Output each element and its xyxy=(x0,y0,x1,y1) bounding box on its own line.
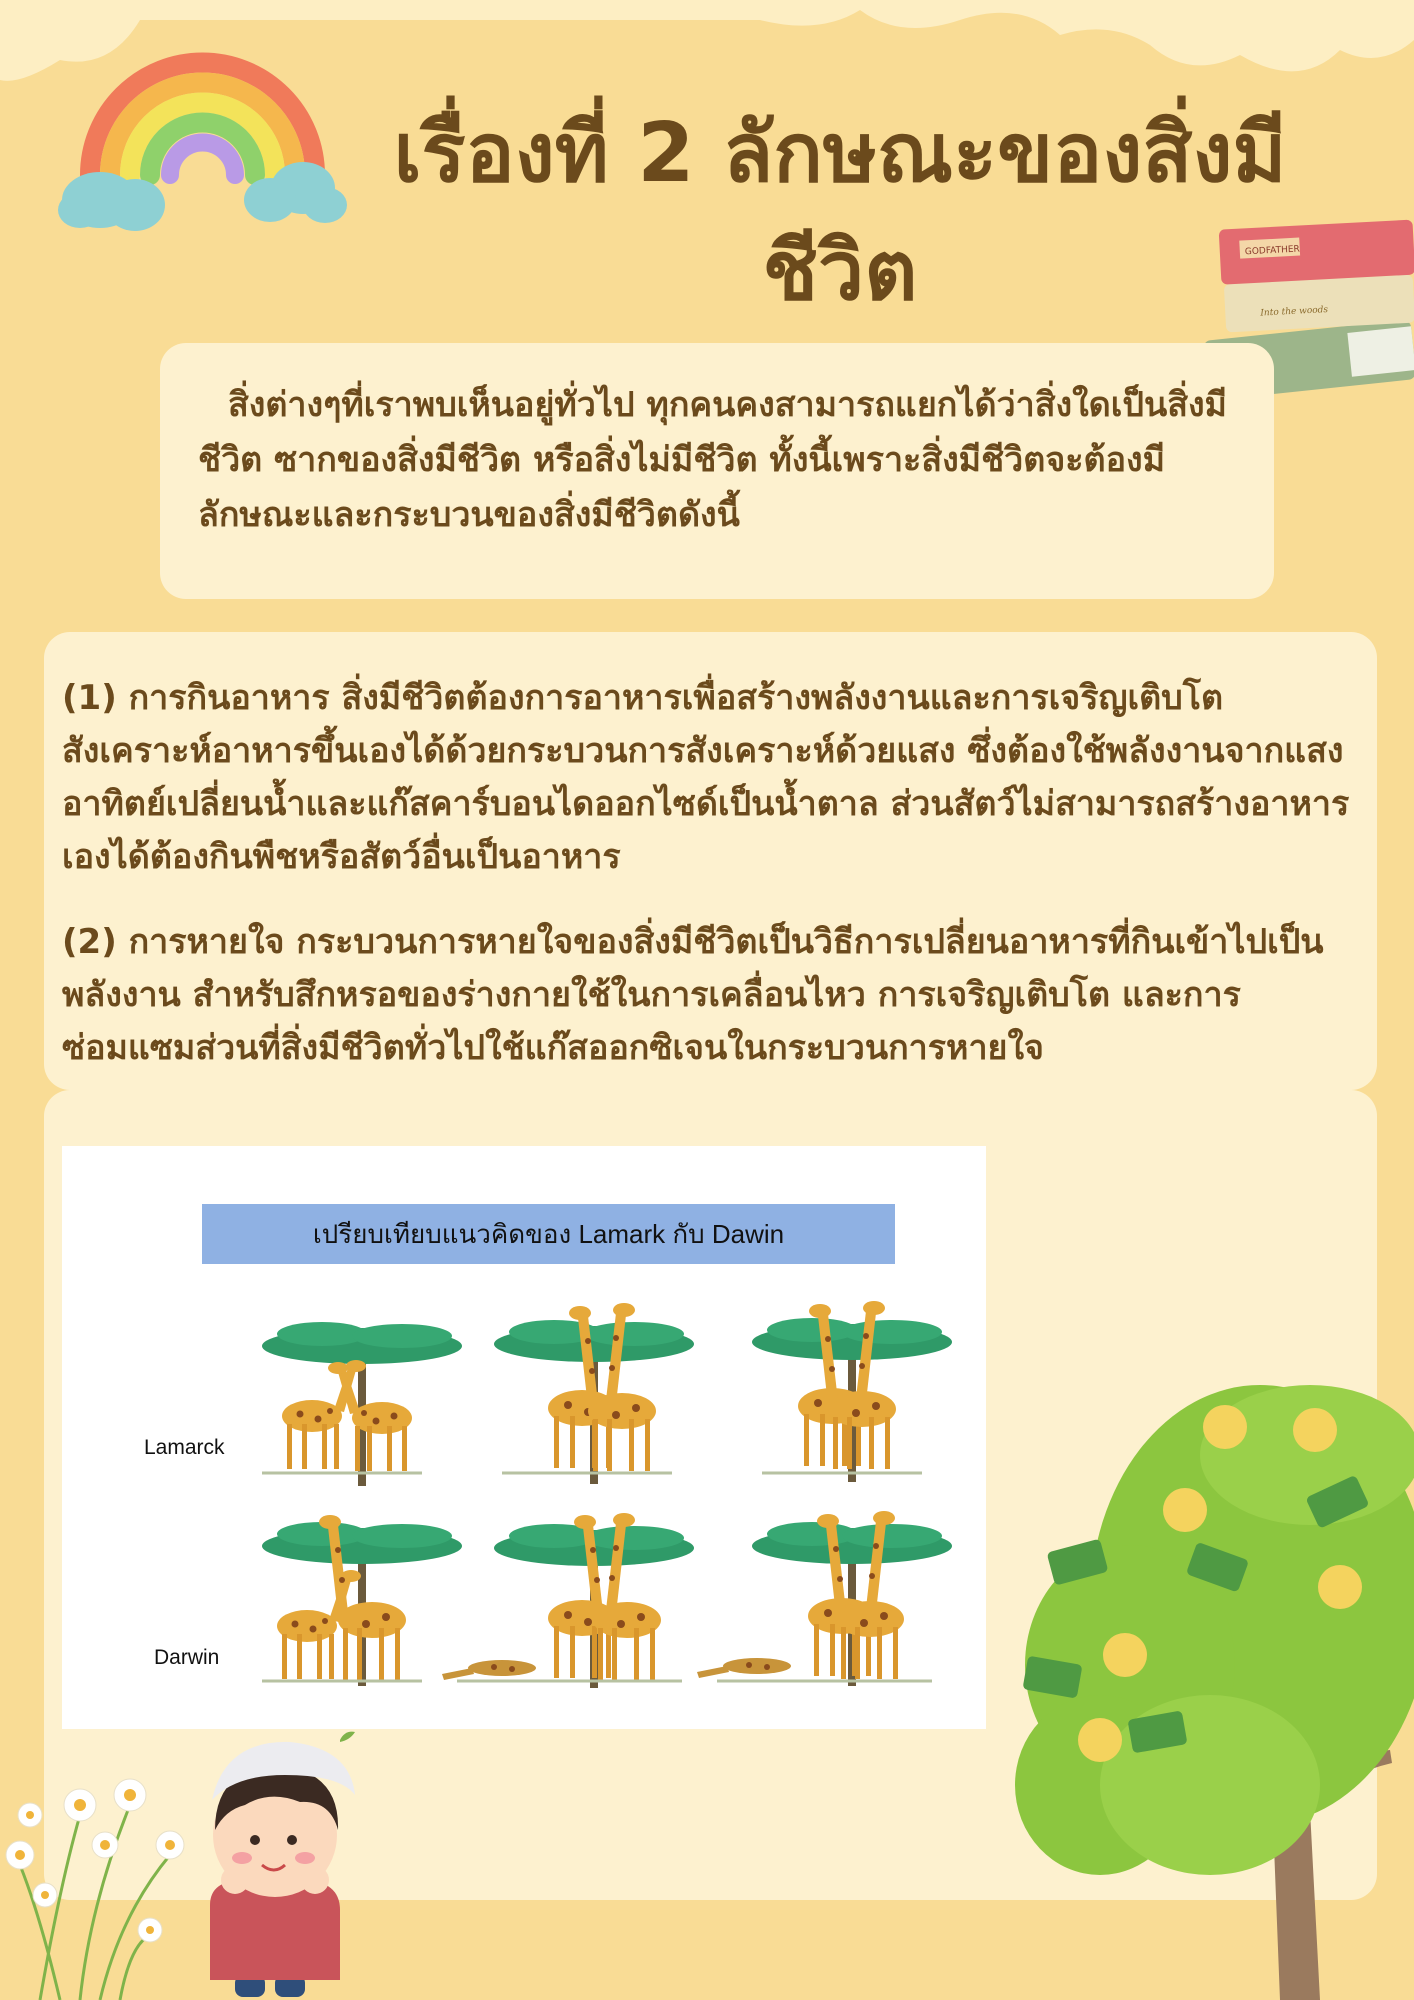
page-title: เรื่องที่ 2 ลักษณะของสิ่งมีชีวิต xyxy=(393,106,1287,319)
row-label-lamarck: Lamarck xyxy=(144,1436,225,1459)
book-spine-2: Into the woods xyxy=(1260,305,1329,319)
flowers-icon xyxy=(0,1745,200,2000)
giraffe-illustrations xyxy=(62,1146,986,1729)
rainbow-icon xyxy=(55,50,350,235)
figure-title: เปรียบเทียบแนวคิดของ Lamark กับ Dawin xyxy=(202,1204,895,1264)
book-spine-1: GODFATHER xyxy=(1244,244,1301,258)
paragraph-breathing: (2) การหายใจ กระบวนการหายใจของสิ่งมีชีวิตเป็นวิธีการเปลี่ยนอาหารที่กินเข้าไปเป็นพลังงาน สำหรับสึกหรอของร่างกายใช้ในการเคลื่อนไหว การเจริญเติบโต และการซ่อมแซมส่วนที่สิ่งมีชีวิตทั่วไปใช้แก๊สออกซิเจนในกระบวนการหายใจ xyxy=(62,922,1324,1068)
tree-icon xyxy=(1010,1365,1414,2000)
paragraph-eating: (1) การกินอาหาร สิ่งมีชีวิตต้องการอาหารเพื่อสร้างพลังงานและการเจริญเติบโตสังเคราะห์อาหารขึ้นเองได้ด้วยกระบวนการสังเคราะห์ด้วยแสง ซึ่งต้องใช้พลังงานจากแสงอาทิตย์เปลี่ยนน้ำและแก๊สคาร์บอนไดออกไซด์เป็นน้ำตาล ส่วนสัตว์ไม่สามารถสร้างอาหารเองได้ต้องกินพืชหรือสัตว์อื่นเป็นอาหาร xyxy=(62,678,1350,877)
lamarck-darwin-figure xyxy=(62,1146,986,1729)
intro-text: สิ่งต่างๆที่เราพบเห็นอยู่ทั่วไป ทุกคนคงสามารถแยกได้ว่าสิ่งใดเป็นสิ่งมีชีวิต ซากของสิ่งมีชีวิต หรือสิ่งไม่มีชีวิต ทั้งนี้เพราะสิ่งมีชีวิตจะต้องมีลักษณะและกระบวนของสิ่งมีชีวิตดังนี้ xyxy=(198,385,1227,535)
row-label-darwin: Darwin xyxy=(154,1646,220,1669)
child-icon xyxy=(190,1730,375,2000)
